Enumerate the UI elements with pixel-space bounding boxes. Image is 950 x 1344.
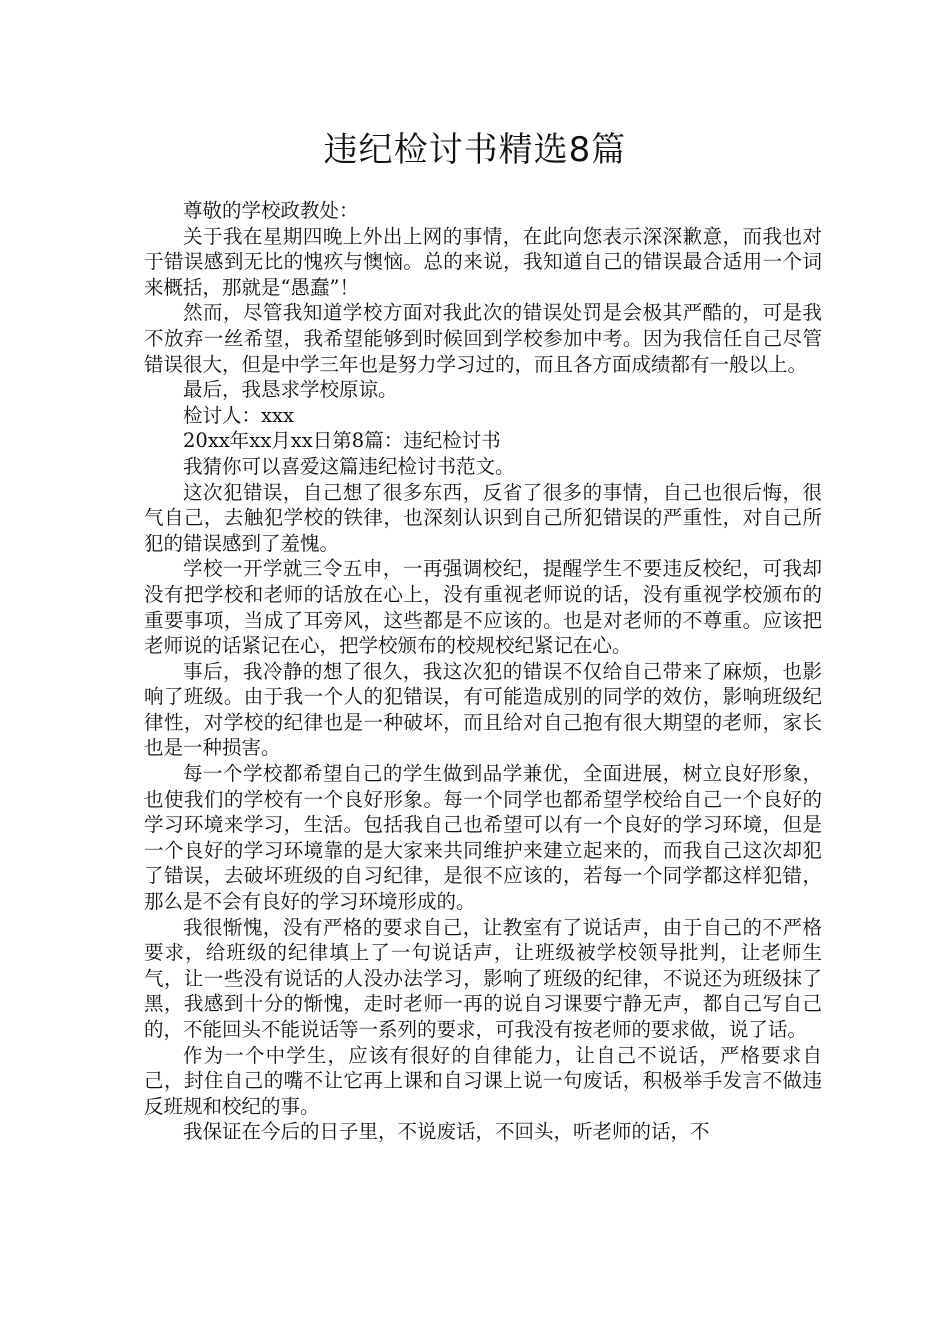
paragraph: 学校一开学就三令五申，一再强调校纪，提醒学生不要违反校纪，可我却没有把学校和老师的话放在心上，没有重视老师说的话，没有重视学校颁布的重要事项，当成了耳旁风，这些都是不应该的。也是对老师的不尊重。应该把老师说的话紧记在心，把学校颁布的校规校纪紧记在心。 [144, 557, 822, 658]
paragraph: 这次犯错误，自己想了很多东西，反省了很多的事情，自己也很后悔，很气自己，去触犯学校的铁律，也深刻认识到自己所犯错误的严重性，对自己所犯的错误感到了羞愧。 [144, 480, 822, 555]
paragraph: 我很惭愧，没有严格的要求自己，让教室有了说话声，由于自己的不严格要求，给班级的纪律填上了一句说话声，让班级被学校领导批判，让老师生气，让一些没有说话的人没办法学习，影响了班级的纪律，不说还为班级抹了黑，我感到十分的惭愧，走时老师一再的说自习课要宁静无声，都自己写自己的，不能回头不能说话等一系列的要求，可我没有按老师的要求做，说了话。 [144, 915, 822, 1041]
paragraph: 我保证在今后的日子里，不说废话，不回头，听老师的话，不 [183, 1120, 710, 1144]
salutation: 尊敬的学校政教处： [183, 199, 359, 222]
paragraph: 作为一个中学生，应该有很好的自律能力，让自己不说话，严格要求自己，封住自己的嘴不让它再上课和自习课上说一句废话，积极举手发言不做违反班规和校纪的事。 [144, 1043, 822, 1118]
paragraph: 关于我在星期四晚上外出上网的事情，在此向您表示深深歉意，而我也对于错误感到无比的愧疚与懊恼。总的来说，我知道自己的错误最合适用一个词来概括，那就是“愚蠢”！ [144, 224, 822, 299]
date-line: 20xx年xx月xx日第8篇：违纪检讨书 [183, 429, 501, 453]
signature-line: 检讨人：xxx [183, 403, 294, 427]
paragraph: 每一个学校都希望自己的学生做到品学兼优，全面进展，树立良好形象，也使我们的学校有一个良好形象。每一个同学也都希望学校给自己一个良好的学习环境来学习，生活。包括我自己也希望可以有一个良好的学习环境，但是一个良好的学习环境靠的是大家来共同维护来建立起来的，而我自己这次却犯了错误，去破坏班级的自习纪律，是很不应该的，若每一个同学都这样犯错，那么是不会有良好的学习环境形成的。 [144, 762, 822, 914]
document-title: 违纪检讨书精选8篇 [323, 130, 627, 170]
paragraph: 我猜你可以喜爱这篇违纪检讨书范文。 [183, 454, 515, 478]
paragraph: 最后，我恳求学校原谅。 [183, 378, 398, 402]
paragraph: 然而，尽管我知道学校方面对我此次的错误处罚是会极其严酷的，可是我不放弃一丝希望，我希望能够到时候回到学校参加中考。因为我信任自己尽管错误很大，但是中学三年也是努力学习过的，而且各方面成绩都有一般以上。 [144, 301, 822, 376]
paragraph: 事后，我冷静的想了很久，我这次犯的错误不仅给自己带来了麻烦，也影响了班级。由于我一个人的犯错误，有可能造成别的同学的效仿，影响班级纪律性，对学校的纪律也是一种破坏，而且给对自己抱有很大期望的老师，家长也是一种损害。 [144, 659, 822, 760]
document-body [144, 198, 822, 1145]
